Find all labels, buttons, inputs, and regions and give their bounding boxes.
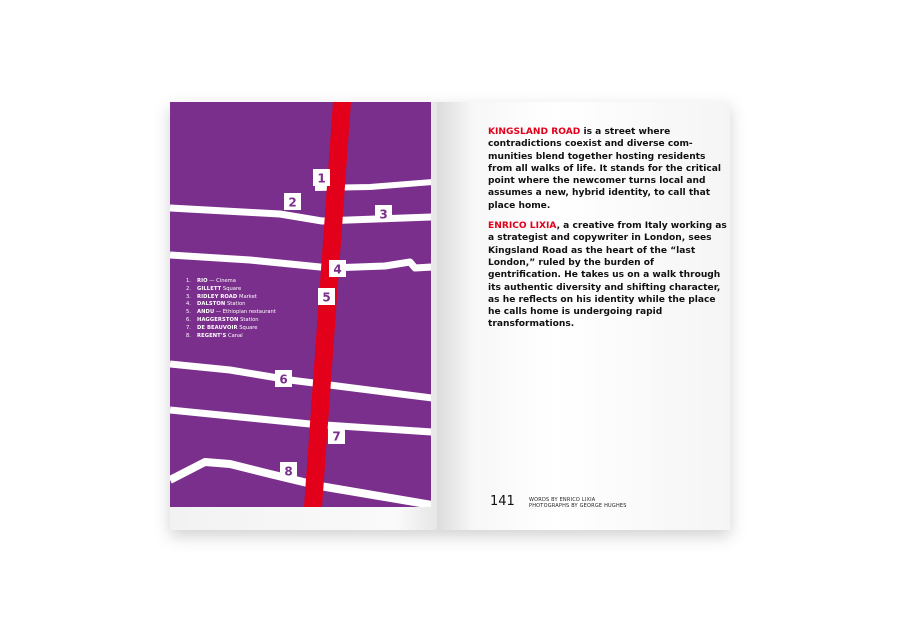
badge-1 <box>313 169 330 186</box>
magazine-spread <box>170 102 730 530</box>
legend-item: 7. DE BEAUVOIR Square <box>186 324 258 331</box>
street-4 <box>170 364 431 398</box>
badge-3 <box>375 205 392 222</box>
svg-text:5: 5 <box>322 290 331 305</box>
svg-text:4: 4 <box>333 262 342 277</box>
svg-text:1: 1 <box>317 171 326 186</box>
legend-item: 5. ANDU — Ethiopian restaurant <box>186 309 276 316</box>
intro-paragraph-2: ENRICO LIXIA, a creative from Italy working as a strategist and copywriter in London, sees Kingsland Road as the heart of the “last London,” ruled by the burden of gentrification. He takes us on a walk through its authentic diversity and shifting character, as he reflects on his identity while the place he calls home is undergoing rapid transformations. <box>488 221 727 330</box>
svg-text:8: 8 <box>284 464 293 479</box>
street-6 <box>170 462 431 505</box>
author-name: ENRICO LIXIA <box>488 221 557 232</box>
badge-6 <box>275 370 292 387</box>
svg-text:2: 2 <box>288 195 297 210</box>
badge-2 <box>284 193 301 210</box>
svg-text:6: 6 <box>279 372 288 387</box>
article-intro <box>488 126 728 339</box>
street-name: KINGSLAND ROAD <box>488 127 581 137</box>
legend-item: 6. HAGGERSTON Station <box>186 316 259 323</box>
legend-item: 1. RIO — Cinema <box>186 278 236 284</box>
page-number: 141 <box>490 494 515 509</box>
badge-7 <box>328 427 345 444</box>
legend-item: 8. REGENT'S Canal <box>186 332 243 339</box>
left-page <box>170 102 437 530</box>
legend-item: 4. DALSTON Station <box>186 301 246 308</box>
badge-8 <box>280 462 297 479</box>
street-map <box>170 102 431 507</box>
badge-4 <box>329 260 346 277</box>
badge-5 <box>318 288 335 305</box>
svg-text:3: 3 <box>379 207 388 222</box>
legend-item: 3. RIDLEY ROAD Market <box>186 293 257 300</box>
svg-text:7: 7 <box>332 429 341 444</box>
intro-paragraph-1: KINGSLAND ROAD is a street where contradictions coexist and diverse com-munities blend together hosting residents from all walks of life. It stands for the critical point where the newcomer turns local and assumes a new, hybrid identity, to call that place home. <box>488 127 721 211</box>
legend-item: 2. GILLETT Square <box>186 285 242 292</box>
credits <box>529 497 627 509</box>
street-3 <box>170 255 431 268</box>
street-5 <box>170 410 431 432</box>
photos-credit: PHOTOGRAPHS BY GEORGE HUGHES <box>529 503 627 509</box>
words-credit: WORDS BY ENRICO LIXIA <box>529 497 596 503</box>
map-legend <box>186 278 286 340</box>
